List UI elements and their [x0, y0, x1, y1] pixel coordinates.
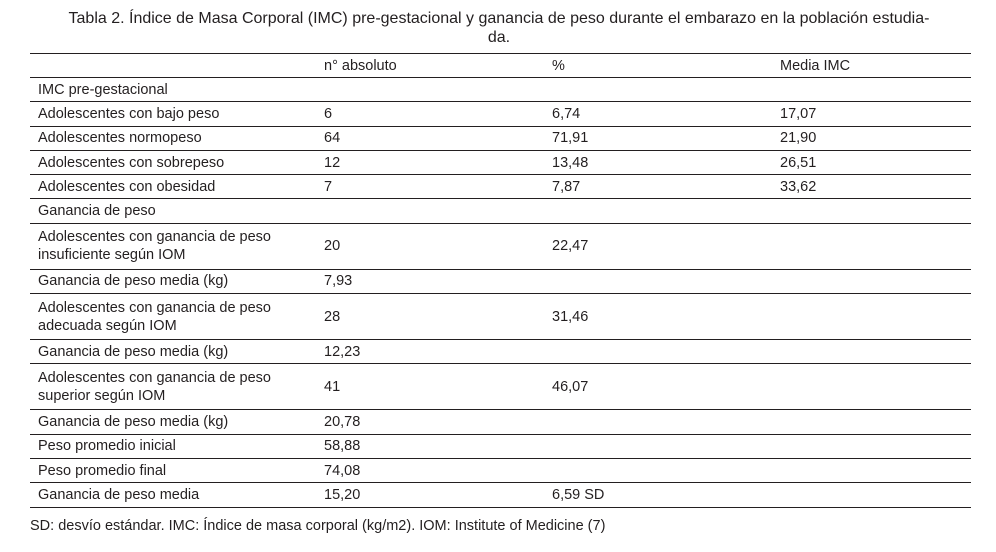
table-row: [30, 434, 971, 458]
row-label-cell: [30, 175, 318, 199]
percent-cell: 71,91: [538, 126, 766, 150]
table-header-row: [30, 54, 971, 78]
row-label-cell: [30, 483, 318, 507]
row-label-line-1: Adolescentes con ganancia de peso: [38, 369, 271, 386]
table-row: [30, 294, 971, 340]
table-row: [30, 410, 971, 434]
row-label-line-1: Ganancia de peso media (kg): [38, 414, 229, 431]
row-label-line-1: Adolescentes con obesidad: [38, 178, 216, 195]
row-label-cell: [30, 410, 318, 434]
media-imc-cell: [766, 269, 971, 293]
row-label-cell: [30, 269, 318, 293]
data-table: [30, 53, 971, 508]
row-label-cell: [30, 223, 318, 269]
percent-cell: [538, 410, 766, 434]
row-label-line-1: Ganancia de peso: [38, 203, 156, 220]
media-imc-cell: 21,90: [766, 126, 971, 150]
row-label-cell: [30, 364, 318, 410]
media-imc-cell: [766, 458, 971, 482]
row-label-line-1: Adolescentes con ganancia de peso: [38, 229, 271, 246]
header-cell-label: [30, 54, 318, 78]
row-label-cell: [30, 102, 318, 126]
row-label-line-1: Adolescentes normopeso: [38, 130, 202, 147]
row-label-cell: [30, 78, 318, 102]
row-label-line-1: Ganancia de peso media (kg): [38, 273, 229, 290]
media-imc-cell: [766, 199, 971, 223]
n-absoluto-cell: [318, 78, 538, 102]
table-row: [30, 150, 971, 174]
row-label-cell: [30, 126, 318, 150]
media-imc-cell: [766, 340, 971, 364]
n-absoluto-cell: 58,88: [318, 434, 538, 458]
percent-cell: 13,48: [538, 150, 766, 174]
row-label-line-1: Adolescentes con ganancia de peso: [38, 299, 271, 316]
n-absoluto-cell: 7,93: [318, 269, 538, 293]
table-row: [30, 78, 971, 102]
table-row: [30, 223, 971, 269]
media-imc-cell: [766, 78, 971, 102]
caption-line-1: Tabla 2. Índice de Masa Corporal (IMC) pre-gestacional y ganancia de peso durante el embarazo en la población estudia-: [68, 10, 930, 27]
row-label-line-2: superior según IOM: [38, 387, 166, 404]
row-label-line-2: insuficiente según IOM: [38, 247, 186, 264]
row-label-cell: [30, 434, 318, 458]
header-cell-percent: %: [538, 54, 766, 78]
row-label-cell: [30, 458, 318, 482]
percent-cell: 6,74: [538, 102, 766, 126]
row-label-cell: [30, 150, 318, 174]
n-absoluto-cell: 20,78: [318, 410, 538, 434]
n-absoluto-cell: 41: [318, 364, 538, 410]
percent-cell: 7,87: [538, 175, 766, 199]
n-absoluto-cell: 64: [318, 126, 538, 150]
n-absoluto-cell: 12: [318, 150, 538, 174]
table-row: [30, 102, 971, 126]
row-label-line-1: Ganancia de peso media (kg): [38, 343, 229, 360]
percent-cell: [538, 199, 766, 223]
media-imc-cell: [766, 223, 971, 269]
n-absoluto-cell: 20: [318, 223, 538, 269]
header-cell-n-absoluto: n° absoluto: [318, 54, 538, 78]
row-label-cell: [30, 294, 318, 340]
media-imc-cell: 17,07: [766, 102, 971, 126]
row-label-line-1: Adolescentes con sobrepeso: [38, 154, 225, 171]
percent-cell: 22,47: [538, 223, 766, 269]
table-row: [30, 126, 971, 150]
n-absoluto-cell: 6: [318, 102, 538, 126]
table-row: [30, 175, 971, 199]
percent-cell: 31,46: [538, 294, 766, 340]
n-absoluto-cell: 15,20: [318, 483, 538, 507]
row-label-line-1: Adolescentes con bajo peso: [38, 105, 220, 122]
header-cell-media-imc: Media IMC: [766, 54, 971, 78]
table-row: [30, 458, 971, 482]
table-footnote: SD: desvío estándar. IMC: Índice de masa corporal (kg/m2). IOM: Institute of Medicine (7): [30, 518, 606, 534]
media-imc-cell: [766, 364, 971, 410]
media-imc-cell: [766, 410, 971, 434]
row-label-line-2: adecuada según IOM: [38, 317, 177, 334]
percent-cell: [538, 434, 766, 458]
row-label-cell: [30, 340, 318, 364]
n-absoluto-cell: 7: [318, 175, 538, 199]
percent-cell: [538, 340, 766, 364]
n-absoluto-cell: [318, 199, 538, 223]
percent-cell: [538, 78, 766, 102]
media-imc-cell: 26,51: [766, 150, 971, 174]
caption-line-2: da.: [487, 29, 511, 46]
percent-cell: 46,07: [538, 364, 766, 410]
n-absoluto-cell: 74,08: [318, 458, 538, 482]
row-label-line-1: Ganancia de peso media: [38, 486, 200, 503]
row-label-cell: [30, 199, 318, 223]
table-row: [30, 199, 971, 223]
table-row: [30, 364, 971, 410]
media-imc-cell: [766, 434, 971, 458]
percent-cell: [538, 458, 766, 482]
row-label-line-1: Peso promedio inicial: [38, 438, 176, 455]
percent-cell: [538, 269, 766, 293]
table-row: [30, 340, 971, 364]
media-imc-cell: 33,62: [766, 175, 971, 199]
media-imc-cell: [766, 294, 971, 340]
table-row: [30, 269, 971, 293]
n-absoluto-cell: 12,23: [318, 340, 538, 364]
table-row: [30, 483, 971, 507]
media-imc-cell: [766, 483, 971, 507]
table-caption: [22, 9, 976, 47]
percent-cell: 6,59 SD: [538, 483, 766, 507]
n-absoluto-cell: 28: [318, 294, 538, 340]
row-label-line-1: Peso promedio final: [38, 462, 167, 479]
row-label-line-1: IMC pre-gestacional: [38, 81, 168, 98]
